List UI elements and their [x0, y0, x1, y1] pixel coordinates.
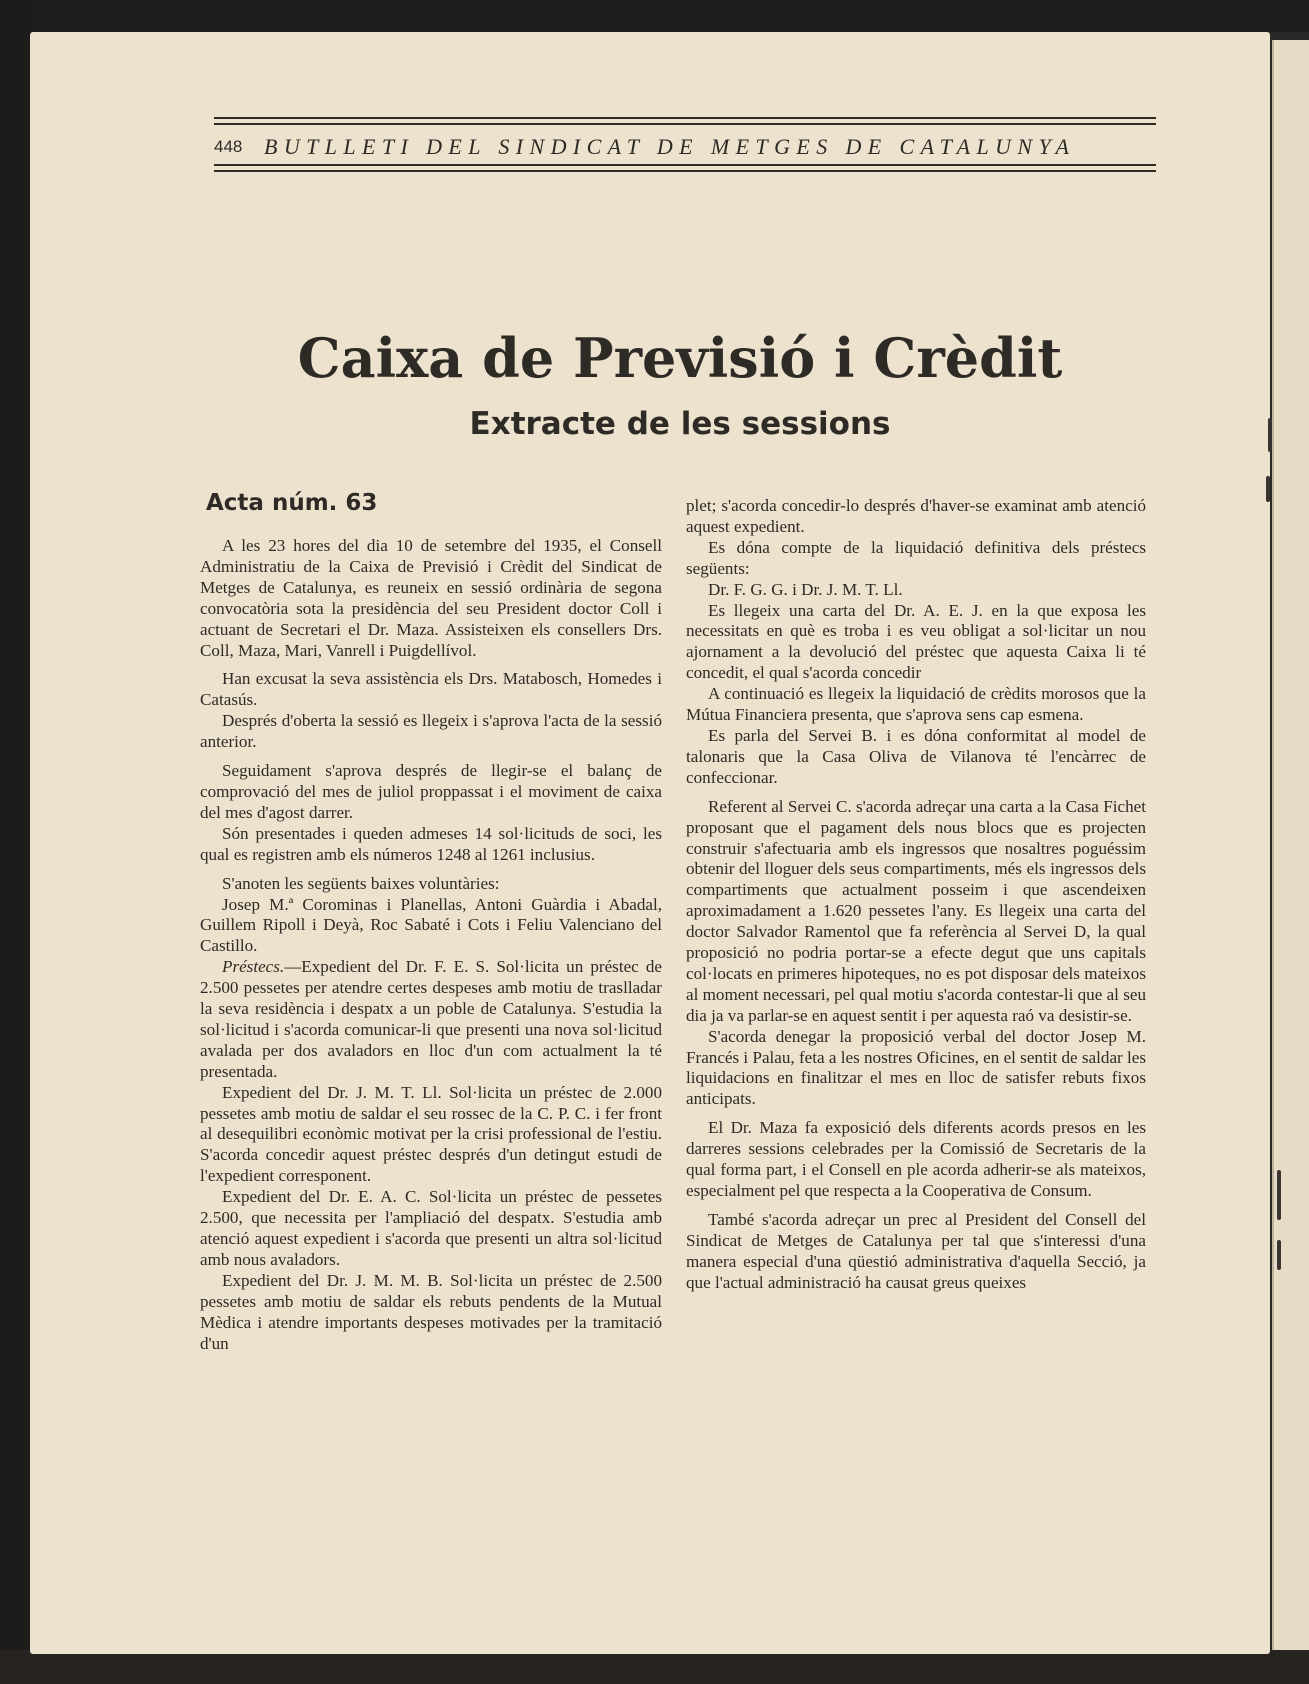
binding-mark	[1277, 1170, 1281, 1220]
paragraph: Expedient del Dr. J. M. T. Ll. Sol·licita un préstec de 2.000 pessetes amb motiu de saldar el seu rossec de la C. P. C. i fer front al desequilibri econòmic motivat per la crisi professional de l'estiu. S'acorda concedir aquest préstec després d'un detingut estudi de l'expedient corresponent.	[200, 1082, 662, 1186]
journal-title: BUTLLETI DEL SINDICAT DE METGES DE CATALUNYA	[264, 134, 1076, 159]
section-label: Préstecs.	[222, 957, 285, 977]
paragraph: S'anoten les següents baixes voluntàries:	[222, 873, 500, 893]
header-rule-top	[214, 117, 1156, 125]
scan-border-top	[0, 0, 1309, 32]
paragraph: El Dr. Maza fa exposició dels diferents acords presos en les darreres sessions celebrades per la Comissió de Secretaris de la qual forma part, i el Consell en ple acorda adherir-se als mateixos, especialment pel que respecta a la Cooperativa de Consum.	[686, 1118, 1146, 1200]
paragraph	[200, 957, 662, 1082]
paragraph: Es parla del Servei B. i es dóna conformitat al model de talonaris que la Casa Oliva de Vilanova té l'encàrrec de confeccionar.	[686, 725, 1146, 787]
paragraph: Expedient del Dr. E. A. C. Sol·licita un préstec de pessetes 2.500, que necessita per l'ampliació del despatx. S'estudia amb atenció aquest expedient i s'acorda que presenti un altra sol·licitud amb nous avaladors.	[200, 1187, 662, 1269]
paragraph-text: —Expedient del Dr. F. E. S. Sol·licita un préstec de 2.500 pessetes per atendre certes despeses amb motiu de traslladar la seva residència i despatx a un poble de Catalunya. S'estudia la sol·licitud i s'acorda comunicar-li que presenti una nova sol·licitud avalada per dos avaladors en lloc d'un com actualment la té presentada.	[200, 957, 662, 1081]
article-title: Caixa de Previsió i Crèdit	[297, 326, 1063, 390]
paragraph: Són presentades i queden admeses 14 sol·licituds de soci, les qual es registren amb els números 1248 al 1261 inclusius.	[200, 823, 662, 864]
paragraph: Es dóna compte de la liquidació definitiva dels préstecs següents:	[686, 537, 1146, 578]
paragraph: Després d'oberta la sessió es llegeix i s'aprova l'acta de la sessió anterior.	[200, 711, 662, 752]
paragraph: Dr. F. G. G. i Dr. J. M. T. Ll.	[708, 579, 903, 599]
right-column	[686, 496, 1146, 1294]
running-header	[214, 132, 1156, 162]
scan-border-left	[0, 0, 32, 1684]
header-rule-bottom	[214, 164, 1156, 172]
binding-mark	[1277, 1240, 1281, 1270]
paragraph: Referent al Servei C. s'acorda adreçar una carta a la Casa Fichet proposant que el pagament dels nous blocs que es projecten construir s'afectuaria amb els ingressos que nosaltres poguéssim obtenir del lloguer dels seus compartiments, més els ingressos dels compartiments que actualment posseim i que ascendeixen aproximadament a 1.620 pessetes l'any. Es llegeix una carta del doctor Salvador Ramentol que fa referència al Servei D, la qual proposició no podria portar-se a efecte degut que uns capitals col·locats en primeres hipoteques, no es pot disposar dels mateixos al moment necessari, pel qual motiu s'acorda contestar-li que al seu dia ja va parlar-se en aquest sentit i per aquesta raó va desistir-se.	[686, 796, 1146, 1025]
paragraph: Josep M.ª Corominas i Planellas, Antoni Guàrdia i Abadal, Guillem Ripoll i Deyà, Roc Sabaté i Cots i Feliu Valenciano del Castillo.	[200, 894, 662, 956]
act-heading: Acta núm. 63	[206, 490, 378, 516]
adjacent-page-edge	[1272, 40, 1309, 1650]
article-subtitle: Extracte de les sessions	[469, 406, 891, 442]
scan-border-bottom	[0, 1650, 1309, 1684]
paragraph: Han excusat la seva assistència els Drs. Matabosch, Homedes i Catasús.	[200, 669, 662, 710]
paragraph: També s'acorda adreçar un prec al President del Consell del Sindicat de Metges de Catalunya per tal que s'interessi d'una manera especial d'una qüestió administrativa d'aquella Secció, ja que l'actual administració ha causat greus queixes	[686, 1209, 1146, 1292]
paragraph: A les 23 hores del dia 10 de setembre del 1935, el Consell Administratiu de la Caixa de Previsió i Crèdit del Sindicat de Metges de Catalunya, es reuneix en sessió ordinària de segona convocatòria sota la presidència del seu President doctor Coll i actuant de Secretari el Dr. Maza. Assisteixen els consellers Drs. Coll, Maza, Mari, Vanrell i Puigdellívol.	[200, 536, 662, 660]
paragraph: A continuació es llegeix la liquidació de crèdits morosos que la Mútua Financiera presenta, que s'aprova sens cap esmena.	[686, 684, 1146, 725]
paragraph: plet; s'acorda concedir-lo després d'haver-se examinat amb atenció aquest expedient.	[686, 496, 1146, 536]
paragraph: Expedient del Dr. J. M. M. B. Sol·licita un préstec de 2.500 pessetes amb motiu de saldar els rebuts pendents de la Mutual Mèdica i atendre importants despeses motivades per la tramitació d'un	[200, 1270, 662, 1353]
binding-mark	[1266, 476, 1270, 502]
paragraph: S'acorda denegar la proposició verbal del doctor Josep M. Francés i Palau, feta a les nostres Oficines, en el sentit de saldar les liquidacions en finalitzar el mes en lloc de satisfer rebuts fixos anticipats.	[686, 1026, 1146, 1109]
left-column	[200, 536, 662, 1354]
paragraph: Seguidament s'aprova després de llegir-se el balanç de comprovació del mes de juliol proppassat i el moviment de caixa del mes d'agost darrer.	[200, 761, 662, 822]
paragraph: Es llegeix una carta del Dr. A. E. J. en la que exposa les necessitats en què es troba i es veu obligat a sol·licitar un nou ajornament a la devolució del préstec que aquesta Caixa li té concedit, el qual s'acorda concedir	[686, 600, 1146, 683]
page-number: 448	[214, 137, 243, 156]
